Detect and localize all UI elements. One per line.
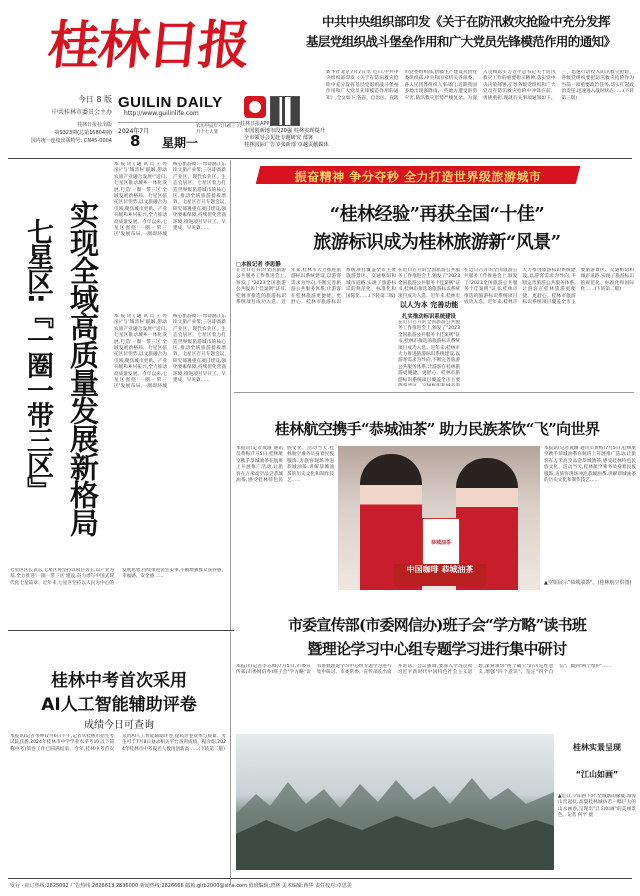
issue-line1: 桂林日报社出版 [76,122,112,128]
guilin-story-subhead [398,300,460,320]
app-label: 桂林日报APP [240,121,270,127]
top-story-headline-1[interactable]: 中共中央组织部印发《关于在防汛救灾抢险中充分发挥 [322,14,611,29]
photo-feature-title[interactable]: 桂林实景呈现 [573,743,621,752]
left-feature-intro: 本报讯(通讯员王亮彦)"与'城湾村'联姻,带动农旅产业融合发展!"近日,七星区推动城乡一体化发展,打造'一圈一带三区'全域发展新格局。七星区依托区位优势,以文旅融合为引领,聚焦城市更新、产业升级和乡村振兴,全力推动高质量发展。今年以来,七星区围绕'一圈一带三区'发展布局,一圈即环城核心旅游圈;一带即漓江东岸文旅产业带;三区即高新产业区、现代农业区、生态宜居区。七星区着力打造世界级旅游城市的核心区,推动全域旅游提质增效。七星区召开专题会议,研究部署重点项目建设,强化要素保障,持续优化营商环境,推进项目早开工、早建成、早见效…… [114,162,226,238]
tea-story-body: 本报讯(记者黄珊 通讯员黄梅)7月5日,桂林航空携手恭城油茶在航班上开展推广活动,让旅客在万米高空品尝恭城油茶,感受桂林特色民族文化。活动当天,桂林航空乘务员身着民族服饰,为旅客现场冲泡恭城油茶,讲解恭城油茶的历史文化和制作技艺…… [236,446,334,484]
ai-story-headline-1[interactable]: 桂林中考首次采用 [51,671,187,691]
divider [234,392,634,393]
top-story-headline-2[interactable]: 基层党组织战斗堡垒作用和广大党员先锋模范作用的通知》 [306,34,616,49]
date-day: 8 [130,132,141,150]
footer-text: 发行 · 征订热线:2825092 广告热线:2826613 2836000 新闻热线:2826666 邮箱:glrb2000@sina.com 值班编辑:唐林 美术编辑:蒋华 责任校对:卓思美 [10,883,352,889]
teaser-list [244,128,330,149]
photo-feature-caption: ▲近日,夕阳西下时,全城烟雨朦胧,漫漫山峦起伏,高黎桂林城仿若一幅巨大的山水画卷,呈现出"江山如画"的美丽景色。记者 何平 摄 [558,794,636,819]
teaser-item[interactable]: 全市领导会见赴专题研究 部署 [244,135,314,141]
issue-line3: 国内统一连续出版物号: CN45-0004 [30,138,112,144]
ai-story-subhead: 成绩今日可查询 [84,720,154,731]
column-divider [230,160,231,630]
guilin-subhead-1: 以人为本 完善功能 [399,301,459,309]
ai-story-body: 本报讯(记者李婷)7月6日下午,记者从桂林市招生考试院获悉,2024年桂林市中学学业水平考试(以下简称中考)阅卷工作已圆满结束。今年,桂林中考首次采用AI人工智能辅助评卷,提高评卷效率与质量。考生可于7月8日登录相关平台查询成绩。据介绍,2024年桂林市中考报名人数再创新高……(下转第二版) [10,734,226,752]
publisher: 中共桂林市委员会主办 [51,109,112,116]
landscape-photo [236,734,554,870]
masthead-title: 桂林日报 [44,15,252,76]
masthead-url: http://www.guilinlife.com [124,110,199,117]
edition-info [8,94,112,144]
tea-product-sign: 中国咖啡 恭城油茶 [394,564,486,586]
mountain-silhouette [236,734,554,870]
tea-photo [338,446,540,590]
issue-line2: 第9323期(总第16804期) [54,130,112,136]
column-divider [230,632,231,884]
weekday: 星期一 [162,136,199,150]
lunar-date: 农历甲辰年六月初三 六月十七大暑 [196,124,242,135]
qr-code-icon [270,96,300,126]
banner-text: 振奋精神 争分夺秒 全力打造世界级旅游城市 [294,170,542,184]
footer-rule [8,878,632,879]
ai-story-headline-2[interactable]: AI人工智能辅助评卷 [41,695,197,715]
guilin-story-byline: □本报记者 李思静 [236,262,281,268]
photo-feature-subtitle[interactable]: “江山如画” [575,770,619,779]
app-logo-icon [249,101,261,113]
guilin-story-headline-1[interactable]: “桂林经验”再获全国“十佳” [329,204,545,225]
tea-story-body-right: 本报讯(记者黄珊 通讯员黄梅)7月5日,桂林航空携手恭城油茶在航班上开展推广活动,让旅客在万米高空品尝恭城油茶,感受桂林特色民族文化。活动当天,桂林航空乘务员身着民族服饰,为旅客现场冲泡恭城油茶,讲解恭城油茶的历史文化和制作技艺…… [544,446,636,484]
app-logo [244,96,266,118]
left-feature-vertical-subhead[interactable]: 七星区:『一圈一带三区』 [22,218,53,502]
teaser-item[interactable]: 市国创新地市段20强 桂林实现提升 [244,128,325,134]
tea-story-headline[interactable]: 桂林航空携手“恭城油茶” 助力民族茶饮“飞”向世界 [274,420,600,438]
study-story-body: 本报讯(记者李志峰)7月5日,市委宣传部(市委网信办)班子会"学方略"读书班暨理论学习中心组专题学习进行集中研讨。市委常委、宣传部长出席并讲话。会议强调,要深入学习贯彻习近平新时代中国特色社会主义思想,深刻领悟"两个确立"的决定性意义,增强"四个意识"、坚定"四个自信"、做到"两个维护"…… [236,664,612,676]
top-story-body: 新华社北京7月7日电 近日,中共中央组织部印发《关于在防汛救灾抢险中充分发挥基层党组织战斗堡垒作用和广大党员先锋模范作用的通知》,全文如下:各省、自治区、直辖市党委组织部,新疆生产建设兵团党委组织部,中央和国家机关各部委、各人民团体组织人事部门:近期我国多地出现强降雨,一些地方遭受洪涝灾害,防汛救灾形势严峻复杂。为深入贯彻落实习近平总书记关于防汛救灾工作的重要指示精神,落实党中央决策部署,引导各级党组织和广大党员在防汛救灾抢险中冲锋在前、勇挑重担,现就有关事项通知如下。一、迅速行动投入防汛救灾抢险。各级党组织要把防汛救灾抢险作为当前一项重要政治任务,切实扛起政治责任,迅速进入战时状态……(下转第三版) [326,70,634,101]
lower-left-body: 七星区区长表示,七星区将坚持以项目为王,以产业为基,全力推进'一圈一带三区'建设,奋力谱写中国式现代化七星篇章。近年来,七星区坚持以人民为中心的发展思想,持续推进民生实事,不断增强群众获得感、幸福感、安全感…… [10,568,226,586]
left-feature-vertical-headline[interactable]: 实现全域高质量发展新格局 [66,200,100,536]
masthead-logo [44,10,258,92]
banner [258,164,578,186]
masthead-subtitle: GUILIN DAILY [118,94,223,111]
guilin-story-headline-2[interactable]: 旅游标识成为桂林旅游新“风景” [313,232,561,253]
guilin-subhead-2: 扎实推动标识系统建设 [402,314,456,320]
teaser-item[interactable]: 桂林国际广告节张新部 卓越贡献媒体 [244,142,329,148]
guilin-story-body-right: 在近日召开的全国旅游公共服务工作推进会上,颁发了"2023全国旅游公共服务十佳案例"证书,桂林市推选的旅游标识系统项目成功入选。近年来,桂林市大力推进旅游标识系统建设,以游客需求为导向,不断完善旅游公共服务体系,让游客在桂林旅游更便捷、更舒心。桂林市旅游标识系统项目覆盖全市主要旅游景区、交通枢纽和城市道路,实现了旅游标识的规范化、标准化和国际化……(下转第二版) [464,268,634,306]
divider [8,158,632,159]
guilin-story-body-mid: 在近日召开的全国旅游公共服务工作推进会上,颁发了"2023全国旅游公共服务十佳案例"证书,桂林市推选的旅游标识系统项目成功入选。近年来,桂林市 [398,268,460,298]
tea-photo-caption: ▲空姐展示"恭城油茶"。(桂林航空供图) [544,580,632,586]
guilin-story-body-mid2: 在近日召开的全国旅游公共服务工作推进会上,颁发了"2023全国旅游公共服务十佳案例"证书,桂林市推选的旅游标识系统项目成功入选。近年来,桂林市大力推进旅游标识系统建设,以游客需求为导向,不断完善旅游公共服务体系,让游客在桂林旅游更便捷、更舒心。桂林市旅游标识系统项目覆盖全市主要 [398,320,460,383]
photo-feature-panel [558,734,636,870]
guilin-story-body-left: 在近日召开的全国旅游公共服务工作推进会上,颁发了"2023全国旅游公共服务十佳案例"证书,桂林市推选的旅游标识系统项目成功入选。近年来,桂林市大力推进旅游标识系统建设,以游客需求为导向,不断完善旅游公共服务体系,让游客在桂林旅游更便捷、更舒心。桂林市旅游标识系统项目覆盖全市主要旅游景区、交通枢纽和城市道路,实现了旅游标识的规范化、标准化和国际化……(下转第二版) [236,268,396,306]
date-year-month: 2024年7月 [118,128,150,135]
study-story-headline-1[interactable]: 市委宣传部(市委网信办)班子会“学方略”读书班 [234,614,640,635]
left-feature-body: 本报讯(通讯员王亮彦)"与'城湾村'联姻,带动农旅产业融合发展!"近日,七星区推动城乡一体化发展,打造'一圈一带三区'全域发展新格局。七星区依托区位优势,以文旅融合为引领,聚焦城市更新、产业升级和乡村振兴,全力推动高质量发展。今年以来,七星区围绕'一圈一带三区'发展布局,一圈即环城核心旅游圈;一带即漓江东岸文旅产业带;三区即高新产业区、现代农业区、生态宜居区。七星区着力打造世界级旅游城市的核心区,推动全域旅游提质增效。七星区召开专题会议,研究部署重点项目建设,强化要素保障,持续优化营商环境,推进项目早开工、早建成、早见效…… [114,314,226,390]
edition-count: 今日 8 版 [77,95,112,104]
study-story-headline-2[interactable]: 暨理论学习中心组专题学习进行集中研讨 [307,640,567,658]
cup-label: 恭城油茶 [430,540,451,546]
